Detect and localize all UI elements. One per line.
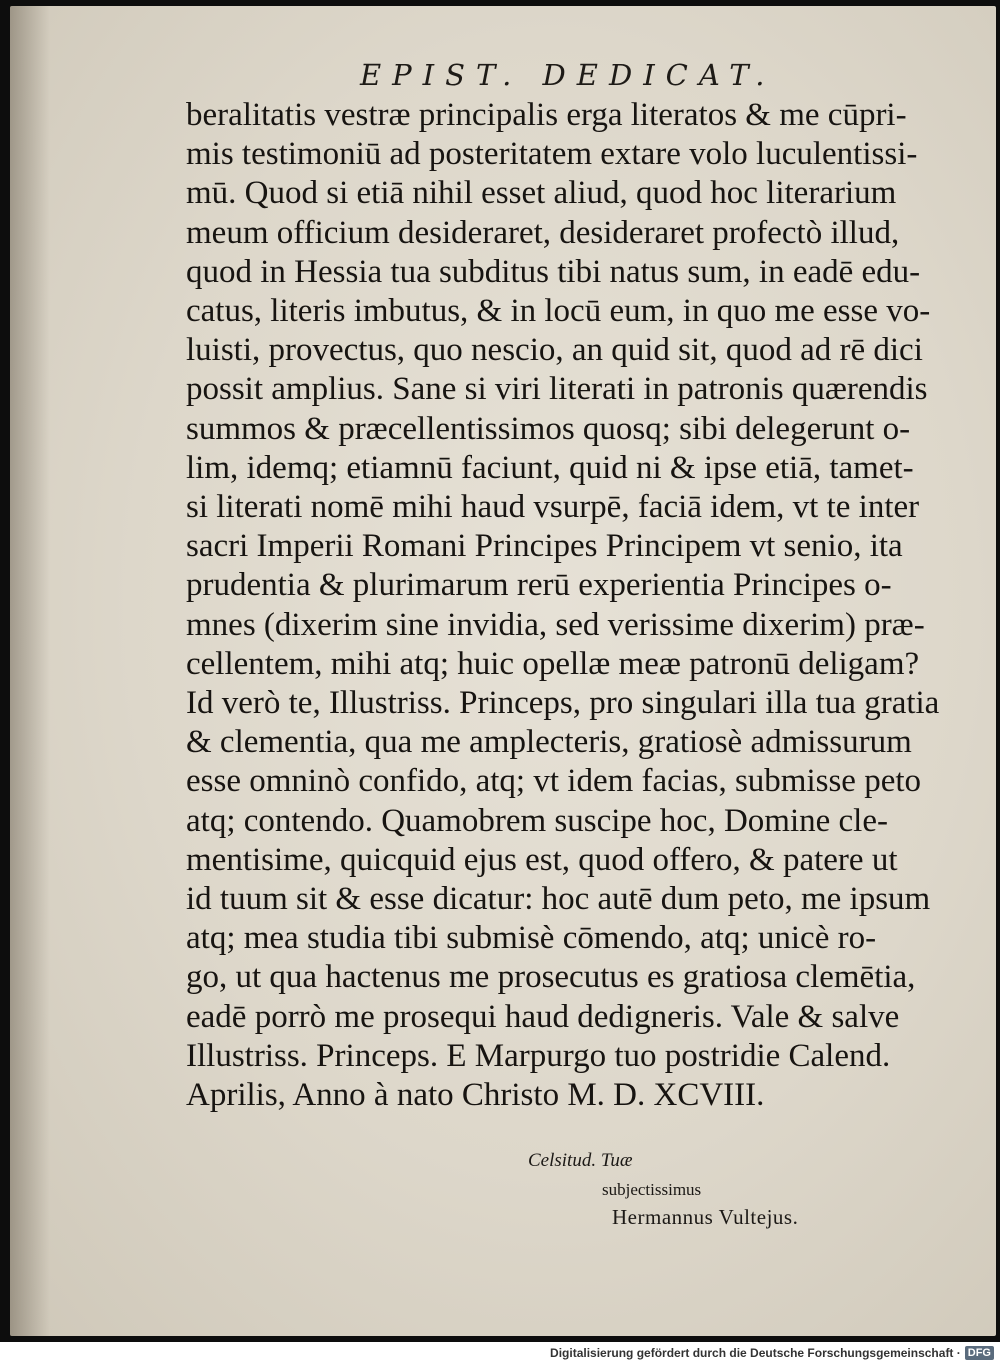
text-line: mnes (dixerim sine invidia, sed verissime dixerim) præ- <box>186 606 925 643</box>
text-line: meum officium desideraret, desideraret profectò illud, <box>186 214 900 251</box>
text-line: mū. Quod si etiā nihil esset aliud, quod hoc literarium <box>186 175 897 212</box>
signature-subjectissimus: subjectissimus <box>602 1180 702 1199</box>
gutter-shadow <box>10 6 50 1336</box>
digitization-footer <box>550 1344 994 1362</box>
text-line: beralitatis vestræ principalis erga literatos & me cūpri- <box>186 97 907 133</box>
text-line: cellentem, mihi atq; huic opellæ meæ patronū deligam? <box>186 645 920 682</box>
text-line: mentisime, quicquid ejus est, quod offero, & patere ut <box>186 841 898 878</box>
text-line: mis testimoniū ad posteritatem extare volo luculentissi- <box>186 136 918 173</box>
text-line: si literati nomē mihi haud vsurpē, faciā idem, vt te inter <box>186 489 920 526</box>
text-line: sacri Imperii Romani Principes Principem vt senio, ita <box>186 528 903 565</box>
signature-name: Hermannus Vultejus. <box>612 1205 799 1229</box>
text-line: catus, literis imbutus, & in locū eum, in quo me esse vo- <box>186 293 931 330</box>
text-line: eadē porrò me prosequi haud dedigneris. Vale & salve <box>186 998 900 1035</box>
text-line: lim, idemq; etiamnū faciunt, quid ni & ipse etiā, tamet- <box>186 449 914 486</box>
text-line: & clementia, qua me amplecteris, gratiosè admissurum <box>186 724 912 761</box>
text-line: possit amplius. Sane si viri literati in patronis quærendis <box>186 371 928 408</box>
text-line: Illustriss. Princeps. E Marpurgo tuo postridie Calend. <box>186 1037 891 1074</box>
text-line: go, ut qua hactenus me prosecutus es gratiosa clemētia, <box>186 959 916 996</box>
running-head: EPIST. DEDICAT. <box>360 58 776 92</box>
text-line: quod in Hessia tua subditus tibi natus sum, in eadē edu- <box>186 253 921 290</box>
text-line: summos & præcellentissimos quosq; sibi delegerunt o- <box>186 410 911 447</box>
text-line: Aprilis, Anno à nato Christo M. D. XCVIII. <box>186 1077 765 1114</box>
dfg-logo-icon: DFG <box>965 1346 994 1360</box>
signature-celsitud: Celsitud. Tuæ <box>528 1150 633 1171</box>
text-line: esse omninò confido, atq; vt idem facias, submisse peto <box>186 763 922 800</box>
text-line: atq; contendo. Quamobrem suscipe hoc, Domine cle- <box>186 802 888 839</box>
text-line: prudentia & plurimarum rerū experientia Principes o- <box>186 567 892 604</box>
text-line: atq; mea studia tibi submisè cōmendo, atq; unicè ro- <box>186 920 877 957</box>
text-line: luisti, provectus, quo nescio, an quid sit, quod ad rē dici <box>186 332 923 369</box>
text-line: Id verò te, Illustriss. Princeps, pro singulari illa tua gratia <box>186 685 940 722</box>
footer-credit: Digitalisierung gefördert durch die Deutsche Forschungsgemeinschaft · <box>550 1346 961 1360</box>
dedication-text <box>186 96 966 1115</box>
text-line: id tuum sit & esse dicatur: hoc autē dum peto, me ipsum <box>186 881 931 918</box>
